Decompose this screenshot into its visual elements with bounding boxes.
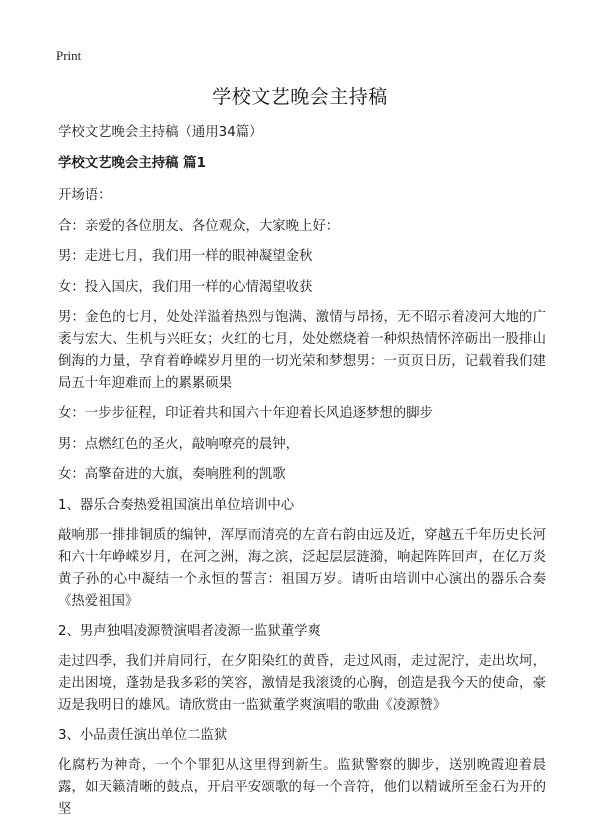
paragraph-male-1: 男：走进七月，我们用一样的眼神凝望金秋 (58, 249, 313, 264)
paragraph-female-1: 女：投入国庆，我们用一样的心情渴望收获 (58, 279, 313, 295)
program-intro-2: 走过四季，我们并肩同行，在夕阳染红的黄昏，走过风雨，走过泥泞，走出坎坷，走出困境，蓬勃是我多彩的笑容，激情是我滚烫的心胸，创造是我今天的使命，豪迈是我明日的雄风。请欣赏由一监狱董学爽演唱的歌曲《凌源赞》 (58, 653, 546, 713)
program-item-1: 1、器乐合奏热爱祖国演出单位培训中心 (58, 497, 295, 513)
document-subtitle: 学校文艺晚会主持稿（通用34篇） (58, 125, 263, 140)
section-heading: 学校文艺晚会主持稿 篇1 (58, 156, 206, 171)
program-item-3: 3、小品责任演出单位二监狱 (58, 727, 228, 743)
document-title: 学校文艺晚会主持稿 (212, 86, 388, 108)
paragraph-opening: 开场语： (58, 188, 112, 203)
program-item-2: 2、男声独唱凌源赞演唱者凌源一监狱董学爽 (58, 623, 321, 639)
print-link[interactable]: Print (56, 48, 82, 63)
program-intro-1: 敲响那一排排铜质的编钟，浑厚而清亮的左音右韵由远及近，穿越五千年历史长河和六十年峥嵘岁月，在河之洲，海之滨，泛起层层涟漪，响起阵阵回声，在亿万炎黄子孙的心中凝结一个永恒的誓言：祖国万岁。请听由培训中心演出的器乐合奏《热爱祖国》 (58, 527, 546, 609)
paragraph-female-3: 女：高擎奋进的大旗，奏响胜利的凯歌 (58, 467, 286, 482)
paragraph-male-3: 男：点燃红色的圣火，敲响嘹亮的晨钟， (58, 436, 300, 452)
program-intro-3: 化腐朽为神奇，一个个罪犯从这里得到新生。监狱警察的脚步，送别晚霞迎着晨露，如天籁清晰的鼓点，开启平安颂歌的每一个音符，他们以精诚所至金石为开的坚 (58, 757, 546, 817)
document-body (58, 122, 546, 829)
paragraph-female-2: 女：一步步征程，印证着共和国六十年迎着长风追逐梦想的脚步 (58, 406, 433, 421)
paragraph-greeting: 合：亲爱的各位朋友、各位观众，大家晚上好： (58, 218, 340, 234)
paragraph-male-2: 男：金色的七月，处处洋溢着热烈与饱满、激情与昂扬，无不昭示着凌河大地的广袤与宏大、生机与兴旺女；火红的七月，处处燃烧着一种炽热情怀淬砺出一股排山倒海的力量，孕育着峥嵘岁月里的一切光荣和梦想男：一页页日历，记载着我们建局五十年迎难而上的累累硕果 (58, 310, 546, 391)
